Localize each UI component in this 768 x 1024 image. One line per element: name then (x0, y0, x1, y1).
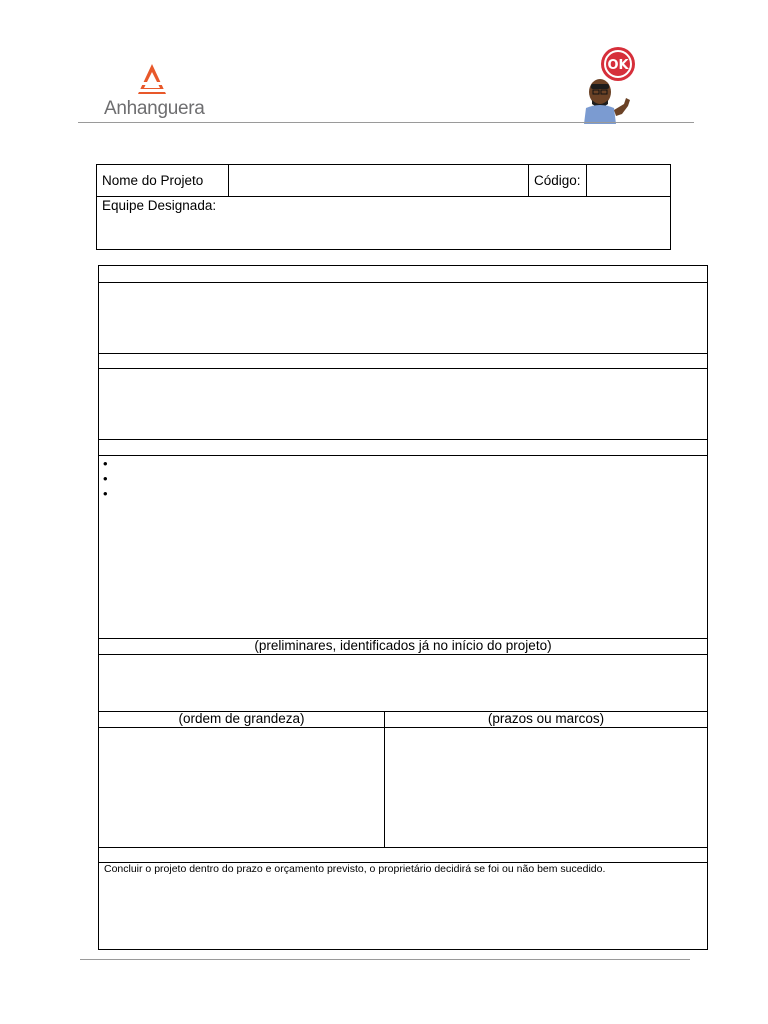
section-2-top-line (99, 353, 707, 354)
ok-badge-text: OK (607, 58, 629, 73)
section-2-header-line (99, 368, 707, 369)
project-info-table (96, 164, 671, 250)
list-item[interactable] (103, 471, 108, 486)
team-field[interactable] (102, 217, 662, 243)
team-label: Equipe Designada: (102, 198, 217, 213)
list-item[interactable] (103, 486, 108, 501)
project-name-label: Nome do Projeto (102, 173, 204, 188)
col-divider (528, 165, 529, 196)
header-divider (78, 122, 694, 123)
logo-mark-icon (100, 60, 210, 100)
cost-section-header: (ordem de grandeza) (178, 711, 305, 726)
project-name-field[interactable] (233, 173, 523, 191)
col-divider (228, 165, 229, 196)
success-criteria-text: Concluir o projeto dentro do prazo e orçamento previsto, o proprietário decidirá se foi ou não bem sucedido. (104, 863, 606, 875)
anhanguera-logo (100, 60, 210, 122)
code-label: Código: (534, 173, 581, 188)
section-3-header-line (99, 455, 707, 456)
logo-text: Anhanguera (104, 98, 205, 119)
risks-section-header: (preliminares, identificados já no início do projeto) (254, 638, 552, 653)
risks-header-line (99, 654, 707, 655)
section-1-header-line (99, 282, 707, 283)
section-3-top-line (99, 439, 707, 440)
schedule-section-header: (prazos ou marcos) (487, 711, 605, 726)
cost-schedule-divider (384, 711, 385, 847)
col-divider (586, 165, 587, 196)
code-field[interactable] (591, 173, 666, 191)
cost-schedule-header-line (99, 727, 707, 728)
bullet-list (103, 456, 108, 501)
project-charter-form (98, 265, 708, 950)
list-item[interactable] (103, 456, 108, 471)
row-divider (97, 196, 670, 197)
success-top-line (99, 847, 707, 848)
footer-divider (80, 959, 690, 960)
ok-avatar-illustration (578, 44, 644, 124)
